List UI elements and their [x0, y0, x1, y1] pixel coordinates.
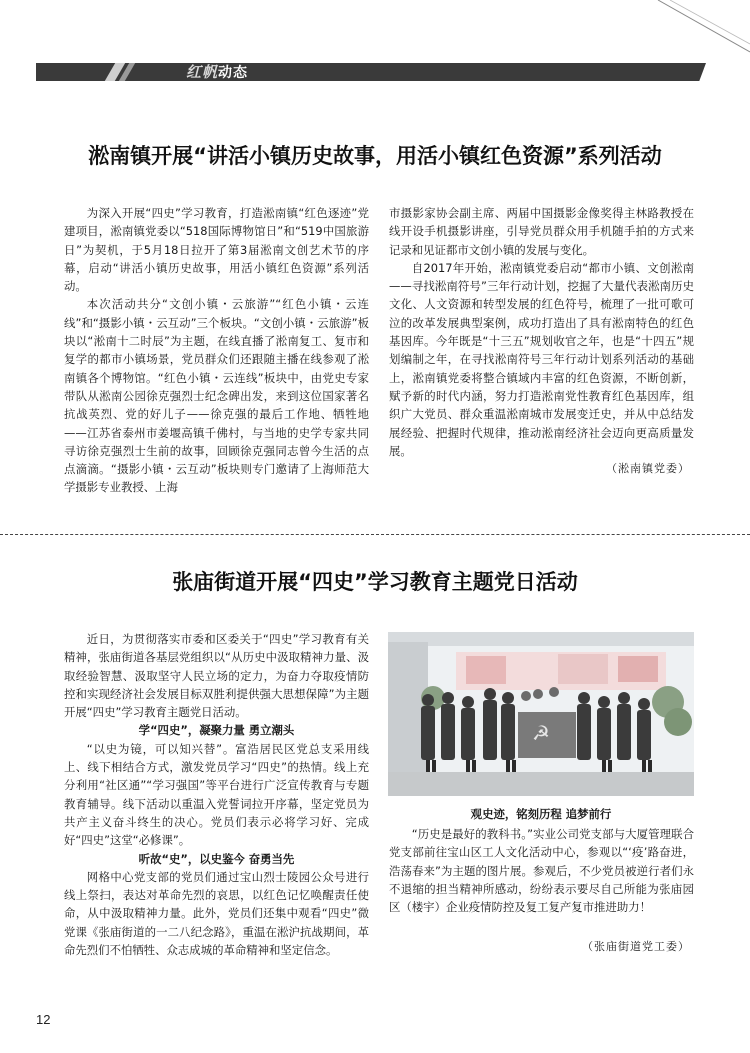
- svg-text:☭: ☭: [532, 721, 550, 745]
- group-photo-illustration: [388, 632, 694, 796]
- article2-subheading: 学“四史”，凝聚力量 勇立潮头: [138, 723, 295, 738]
- section-label: [186, 63, 248, 81]
- article-divider: [0, 534, 750, 535]
- article1-paragraph-continued: 市摄影家协会副主席、两届中国摄影金像奖得主林路教授在线开设手机摄影讲座，引导党员群众用手机随手拍的方式来记录和见证都市文创小镇的发展与变化。: [389, 206, 694, 257]
- article1-paragraph: 本次活动共分“文创小镇・云旅游”“红色小镇・云连线”和“摄影小镇・云互动”三个板块。“文创小镇・云旅游”板块以“淞南十二时辰”为主题，在线直播了淞南复工、复市和复学的都市小镇场景，党员群众们还跟随主播在线参观了淞南镇各个博物馆。“红色小镇・云连线”板块中，由党史专家带队从淞南公园徐克强烈士纪念碑出发，来到这位国家著名抗战英烈、党的好儿子——徐克强的最后工作地、牺牲地——江苏省泰州市姜堰高镇千佛村，与当地的史学专家共同寻访徐克强烈士生前的故事，回顾徐克强同志曾今生活的点点滴滴。“摄影小镇・云互动”板块则专门邀请了上海师范大学摄影专业教授、上海: [64, 297, 369, 495]
- page-number: 12: [36, 1012, 51, 1027]
- article1-signature: （淞南镇党委）: [606, 462, 690, 475]
- article2-paragraph: “历史是最好的教科书。”实业公司党支部与大厦管理联合党支部前往宝山区工人文化活动中心，参观以“‘疫’路奋进，浩荡春来”为主题的图片展。参观后，不少党员被逆行者们永不退缩的担当精神所感动，纷纷表示要尽自己所能为张庙园区（楼宇）企业疫情防控及复工复产复市推进助力！: [389, 827, 694, 915]
- article1-paragraph: 为深入开展“四史”学习教育，打造淞南镇“红色逐迹”党建项目，淞南镇党委以“518国际博物馆日”和“519中国旅游日”为契机，于5月18日拉开了第3届淞南文创艺术节的序幕，启动“讲活小镇历史故事，用活小镇红色资源”系列活动。: [64, 206, 369, 294]
- banner-bar: [36, 63, 706, 81]
- article2-paragraph: 网格中心党支部的党员们通过宝山烈士陵园公众号进行线上祭扫，表达对革命先烈的哀思，以红色记忆唤醒责任使命，从中汲取精神力量。此外，党员们还集中观看“四史”微党课《张庙街道的一二八纪念路》，重温在淞沪抗战期间，革命先烈们不怕牺牲、众志成城的革命精神和坚定信念。: [64, 869, 369, 958]
- corner-fold-decoration: [630, 0, 750, 60]
- article1-title: 淞南镇开展“讲活小镇历史故事，用活小镇红色资源”系列活动: [88, 144, 662, 168]
- article1-left-column: [64, 204, 369, 497]
- article2-intro: 近日，为贯彻落实市委和区委关于“四史”学习教育有关精神，张庙街道各基层党组织以“从历史中汲取精神力量、汲取经验智慧、汲取坚守人民立场的定力，为奋力夺取疫情防控和实现经济社会发展目标双胜利提供强大思想保障”为主题开展“四史”学习教育主题党日活动。: [64, 632, 369, 720]
- section-label-rest: 动态: [218, 65, 249, 81]
- article2-left-column: [64, 630, 369, 959]
- article2-title: 张庙街道开展“四史”学习教育主题党日活动: [172, 570, 578, 594]
- article2-paragraph: “以史为镜，可以知兴替”。富浩居民区党总支采用线上、线下相结合方式，激发党员学习“四史”的热情。线上充分利用“社区通”“学习强国”等平台进行广泛宣传教育与专题教育辅导。线下活动以重温入党誓词拉开序幕，坚定党员为共产主义奋斗终生的决心。党员们表示必将学习好、完成好“四史”这堂“必修课”。: [64, 741, 369, 848]
- group-photo: [388, 632, 694, 796]
- article2-signature: （张庙街道党工委）: [582, 940, 690, 953]
- section-label-highlight: 红帆: [186, 63, 219, 81]
- photo-caption: 观史迹，铭刻历程 追梦前行: [470, 807, 612, 821]
- article1-paragraph: 自2017年开始，淞南镇党委启动“都市小镇、文创淞南——寻找淞南符号”三年行动计划，挖掘了大量代表淞南历史文化、人文资源和转型发展的红色符号，梳理了一批可歌可泣的改革发展典型案例，成功打造出了具有淞南特色的红色基因库。今年既是“十三五”规划收官之年，也是“十四五”规划编制之年，在寻找淞南符号三年行动计划系列活动的基础上，淞南镇党委将整合镇域内丰富的红色资源，不断创新，赋予新的时代内涵，努力打造淞南党性教育红色基因库，组织广大党员、群众重温淞南城市发展变迁史，并从中总结发展经验、把握时代规律，推动淞南经济社会迈向更高质量发展。: [389, 260, 694, 458]
- article2-right-column: [389, 825, 694, 916]
- article2-subheading: 听故“史”，以史鉴今 奋勇当先: [138, 851, 295, 866]
- article1-right-column: [389, 204, 694, 460]
- section-banner: [36, 63, 716, 81]
